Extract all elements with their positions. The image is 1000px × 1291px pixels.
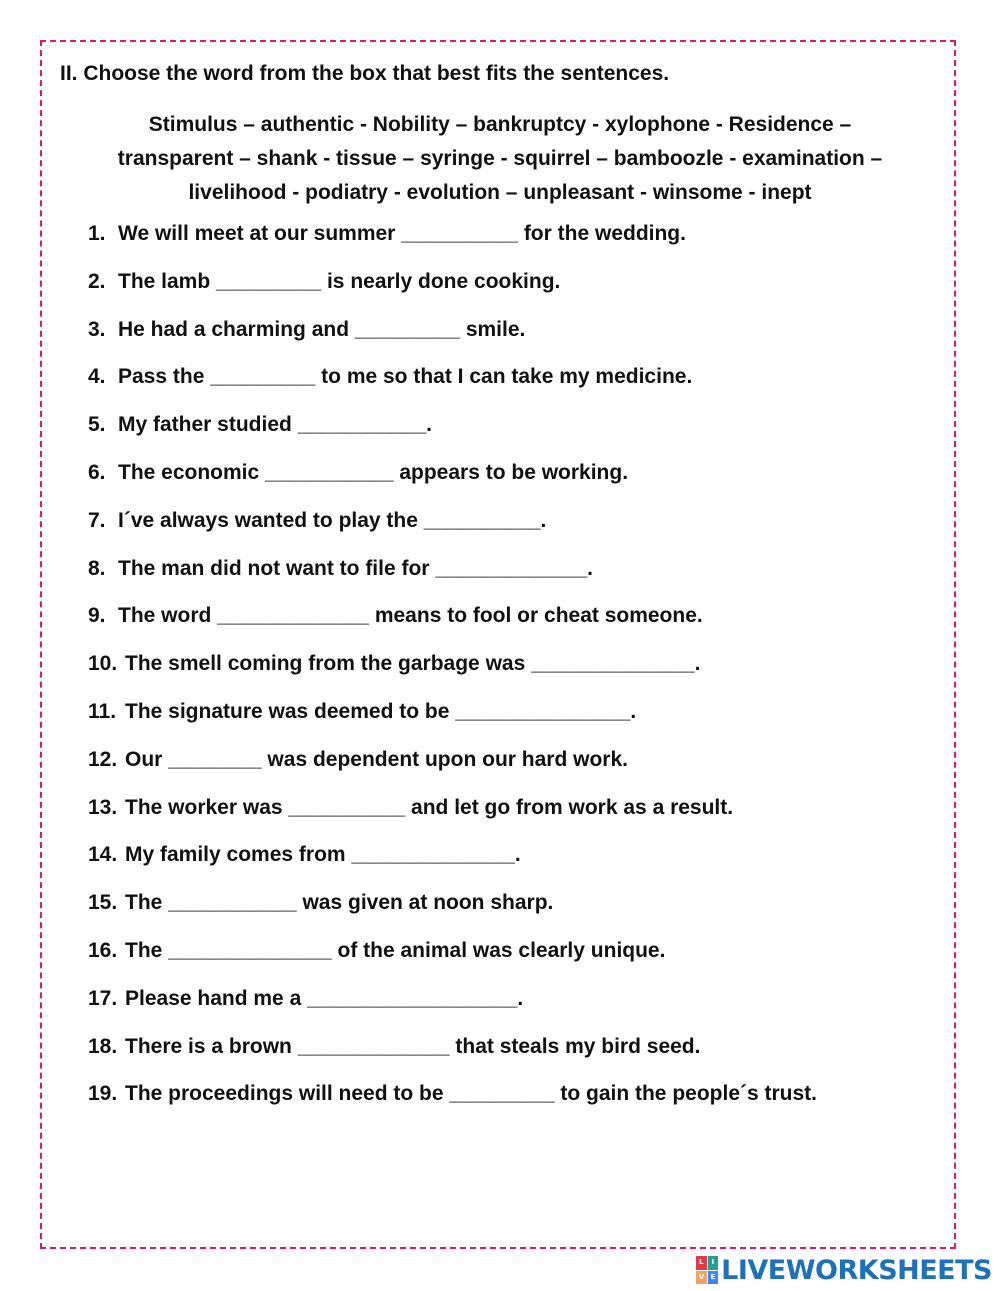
question-list (88, 222, 817, 1130)
question-text: My father studied ___________. (118, 413, 432, 437)
question-number: 16. (88, 938, 118, 962)
question-item (88, 509, 817, 557)
instruction-heading: II. Choose the word from the box that best fits the sentences. (60, 62, 670, 85)
question-text: The word _____________ means to fool or cheat someone. (118, 604, 703, 628)
question-item (88, 652, 817, 700)
question-number: 15. (88, 891, 118, 915)
question-number: 2. (88, 269, 106, 293)
question-item (88, 796, 817, 844)
question-number: 11. (88, 699, 117, 723)
question-number: 8. (88, 556, 106, 580)
question-text: The ______________ of the animal was clearly unique. (125, 938, 666, 962)
logo-badge-letter: E (708, 1271, 719, 1285)
question-text: My family comes from ______________. (125, 843, 521, 867)
question-text: Our ________ was dependent upon our hard work. (125, 747, 628, 771)
question-text: Pass the _________ to me so that I can take my medicine. (118, 365, 693, 389)
question-text: I´ve always wanted to play the __________. (118, 508, 547, 532)
question-item (88, 1082, 817, 1130)
liveworksheets-logo[interactable] (696, 1255, 992, 1285)
question-number: 7. (88, 508, 106, 532)
question-item (88, 843, 817, 891)
logo-badge-letter: V (696, 1271, 707, 1285)
question-text: The economic ___________ appears to be working. (118, 460, 629, 484)
question-number: 5. (88, 413, 106, 437)
question-number: 10. (88, 652, 118, 676)
question-number: 1. (88, 222, 106, 245)
question-text: The ___________ was given at noon sharp. (125, 891, 554, 915)
question-item (88, 318, 817, 366)
question-item (88, 413, 817, 461)
question-item (88, 461, 817, 509)
question-text: The man did not want to file for _____________. (118, 556, 593, 580)
question-number: 18. (88, 1034, 118, 1058)
question-text: The signature was deemed to be _______________. (125, 699, 637, 723)
question-text: We will meet at our summer __________ for the wedding. (118, 222, 686, 245)
question-text: The proceedings will need to be _________ to gain the people´s trust. (125, 1082, 818, 1106)
question-item (88, 891, 817, 939)
question-item (88, 700, 817, 748)
question-number: 4. (88, 365, 106, 389)
question-item (88, 1035, 817, 1083)
question-item (88, 987, 817, 1035)
question-number: 6. (88, 460, 106, 484)
question-number: 17. (88, 986, 118, 1010)
logo-badge-letter: L (696, 1256, 707, 1270)
logo-badge-letter: I (708, 1256, 719, 1270)
word-bank (60, 108, 940, 210)
logo-badge-icon (696, 1256, 718, 1284)
question-number: 3. (88, 317, 106, 341)
question-number: 12. (88, 747, 118, 771)
question-text: The lamb _________ is nearly done cooking. (118, 269, 561, 293)
question-number: 14. (88, 843, 118, 867)
question-item (88, 557, 817, 605)
question-item (88, 270, 817, 318)
word-bank-line: transparent – shank - tissue – syringe - squirrel – bamboozle - examination – (117, 147, 883, 170)
question-item (88, 748, 817, 796)
question-item (88, 939, 817, 987)
question-item (88, 222, 817, 270)
logo-text: LIVEWORKSHEETS (721, 1254, 992, 1286)
question-number: 19. (88, 1082, 118, 1106)
question-number: 9. (88, 604, 106, 628)
question-item (88, 604, 817, 652)
question-text: The worker was __________ and let go from work as a result. (125, 795, 734, 819)
word-bank-line: Stimulus – authentic - Nobility – bankruptcy - xylophone - Residence – (148, 113, 852, 136)
word-bank-line: livelihood - podiatry - evolution – unpleasant - winsome - inept (188, 181, 812, 204)
question-text: The smell coming from the garbage was ______________. (125, 652, 701, 676)
question-text: Please hand me a __________________. (125, 986, 524, 1010)
question-text: He had a charming and _________ smile. (118, 317, 526, 341)
question-number: 13. (88, 795, 118, 819)
question-item (88, 365, 817, 413)
question-text: There is a brown _____________ that steals my bird seed. (125, 1034, 701, 1058)
